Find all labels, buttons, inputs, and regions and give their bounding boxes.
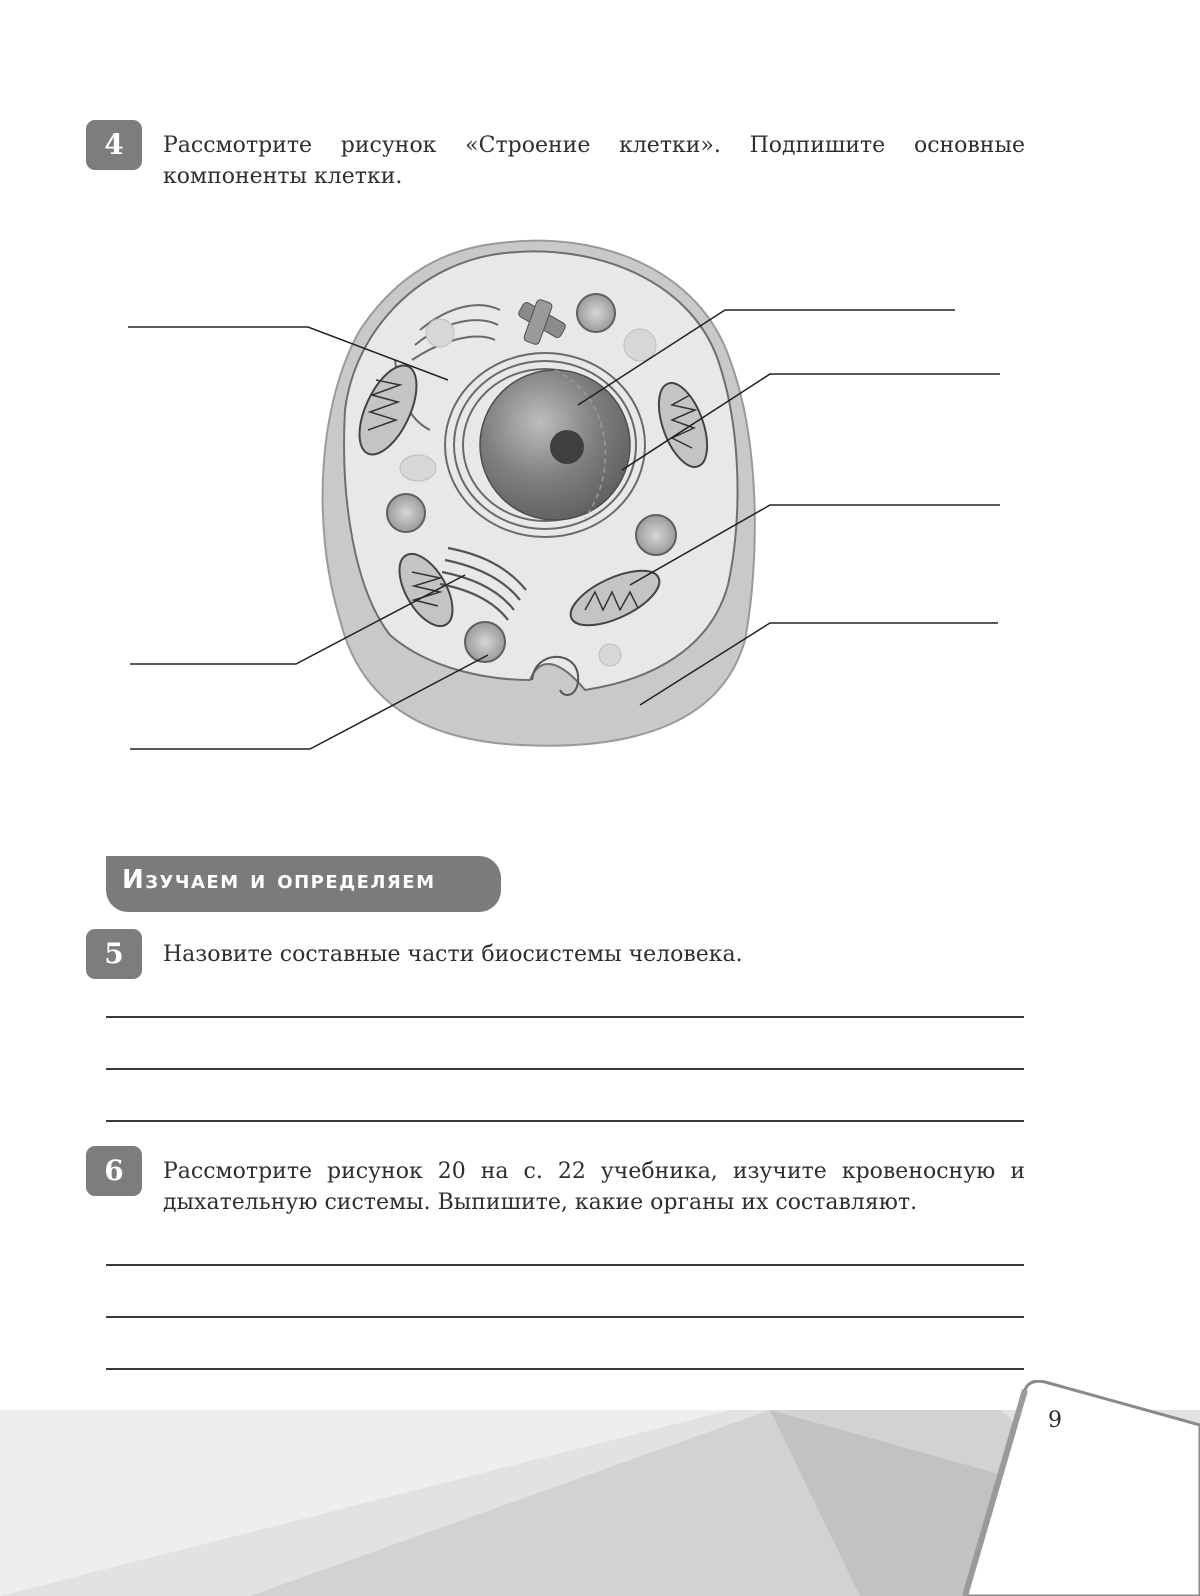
footer-decoration bbox=[0, 1380, 1200, 1596]
answer-line[interactable] bbox=[106, 1264, 1024, 1266]
task-text: Рассмотрите рисунок 20 на с. 22 учебника, изучите кровеносную и дыхательную системы. Выпишите, какие органы их составляют. bbox=[163, 1159, 1025, 1215]
answer-line[interactable] bbox=[106, 1316, 1024, 1318]
section-title: Изучаем и определяем bbox=[122, 865, 436, 895]
nucleolus-icon bbox=[550, 430, 584, 464]
answer-line[interactable] bbox=[106, 1368, 1024, 1370]
task-number-badge: 5 bbox=[86, 929, 142, 979]
task-text: Назовите составные части биосистемы человека. bbox=[163, 942, 743, 967]
answer-line[interactable] bbox=[106, 1068, 1024, 1070]
page-number: 9 bbox=[1048, 1408, 1062, 1433]
task-number-badge: 4 bbox=[86, 120, 142, 170]
cell-structure-diagram bbox=[0, 225, 1200, 765]
task-text: Рассмотрите рисунок «Строение клетки». Подпишите основные компоненты клетки. bbox=[163, 133, 1025, 189]
section-header bbox=[106, 856, 501, 912]
task-number-badge: 6 bbox=[86, 1146, 142, 1196]
answer-line[interactable] bbox=[106, 1016, 1024, 1018]
answer-line[interactable] bbox=[106, 1120, 1024, 1122]
